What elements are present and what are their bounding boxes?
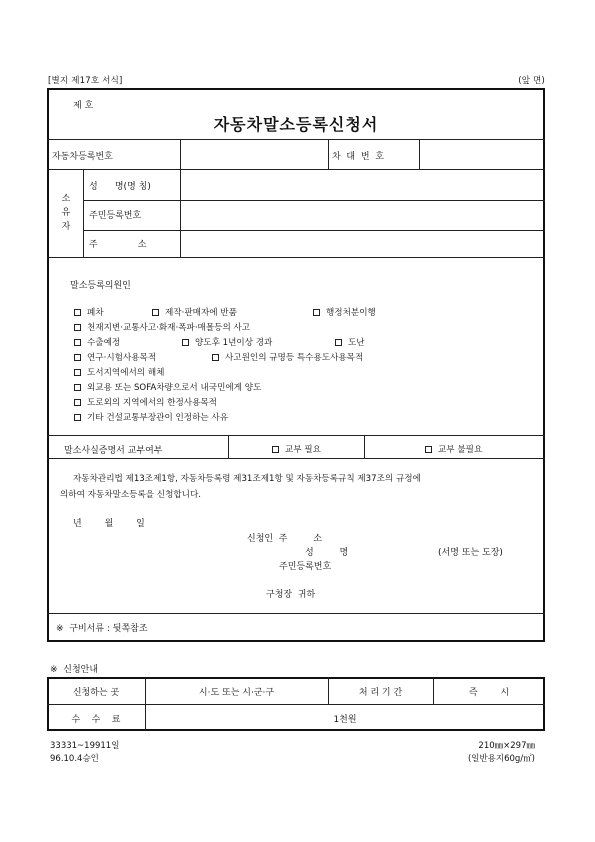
reason-offroad[interactable]: 도로외의 지역에서의 한정사용목적 (74, 396, 217, 408)
checkbox[interactable] (212, 354, 219, 361)
footer-code: 33331~19911일 (50, 741, 120, 751)
reason-accident[interactable]: 천재지변·교통사고·화재·폭파·매몰등의 사고 (74, 321, 250, 333)
checkbox[interactable] (74, 384, 81, 391)
reason-research[interactable]: 연구·시험사용목적 (74, 351, 156, 363)
divider (364, 435, 365, 458)
cert-not-required-option[interactable]: 교부 불필요 (425, 443, 482, 455)
date-label: 년 월 일 (73, 519, 145, 529)
checkbox[interactable] (74, 354, 81, 361)
divider (47, 704, 545, 705)
reason-special-use[interactable]: 사고원인의 규명등 특수용도사용목적 (212, 351, 363, 363)
footer-paper-type: (일반용지60g/㎡) (467, 754, 535, 764)
chassis-no-field[interactable] (421, 141, 543, 167)
address-label: 주 소 (89, 240, 147, 250)
footer-paper-size: 210㎜×297㎜ (478, 741, 535, 751)
reasons-heading: 말소등록의원인 (70, 281, 131, 291)
cert-label: 말소사실증명서 교부여부 (64, 446, 163, 456)
divider (328, 139, 329, 169)
car-reg-no-label: 자동차등록번호 (52, 152, 113, 162)
divider (47, 139, 545, 140)
checkbox[interactable] (335, 339, 342, 346)
checkbox[interactable] (74, 339, 81, 346)
checkbox[interactable] (74, 324, 81, 331)
owner-name-label: 성 명(명 칭) (89, 182, 151, 192)
recipient-label: 구청장 귀하 (266, 590, 316, 600)
divider (47, 169, 545, 170)
divider (47, 257, 545, 258)
document-number-label: 제 호 (73, 101, 94, 111)
reason-island[interactable]: 도서지역에서의 해체 (74, 366, 164, 378)
cert-required-option[interactable]: 교부 필요 (272, 443, 321, 455)
divider (83, 230, 545, 231)
reason-sofa[interactable]: 외교용 또는 SOFA차량으로서 내국민에게 양도 (74, 381, 261, 393)
checkbox[interactable] (272, 446, 279, 453)
checkbox[interactable] (74, 414, 81, 421)
checkbox[interactable] (74, 309, 81, 316)
reason-return[interactable]: 제작·판매자에 반품 (152, 306, 237, 318)
reason-scrap[interactable]: 폐차 (74, 306, 104, 318)
checkbox[interactable] (74, 369, 81, 376)
divider (83, 200, 545, 201)
checkbox[interactable] (425, 446, 432, 453)
applicant-resident-no-label: 주민등록번호 (279, 562, 332, 572)
checkbox[interactable] (313, 309, 320, 316)
page-side-label: (앞 면) (518, 76, 545, 86)
guide-title: ※ 신청안내 (50, 665, 99, 675)
guide-location-label: 신청하는 곳 (72, 688, 120, 698)
divider (47, 613, 545, 614)
statement-line-2: 의하여 자동차말소등록을 신청합니다. (60, 490, 202, 500)
guide-period-label: 처 리 기 간 (358, 688, 403, 698)
address-field[interactable] (182, 232, 543, 256)
checkbox[interactable] (182, 339, 189, 346)
reason-theft[interactable]: 도난 (335, 336, 365, 348)
resident-no-field[interactable] (182, 202, 543, 228)
checkbox[interactable] (74, 399, 81, 406)
divider (47, 435, 545, 436)
reason-export[interactable]: 수출예정 (74, 336, 120, 348)
divider (419, 139, 420, 169)
guide-period-value: 즉 시 (468, 688, 510, 698)
required-documents-note: ※ 구비서류 : 뒷쪽참조 (56, 624, 148, 634)
resident-no-label: 주민등록번호 (89, 211, 142, 221)
checkbox[interactable] (152, 309, 159, 316)
reason-other[interactable]: 기타 건설교통부장관이 인정하는 사유 (74, 411, 228, 423)
footer-approval: 96.10.4승인 (50, 754, 99, 764)
applicant-address-label: 신청인 주 소 (247, 534, 322, 544)
divider (180, 169, 181, 257)
owner-name-field[interactable] (182, 171, 543, 198)
car-reg-no-field[interactable] (182, 141, 327, 167)
reason-admin[interactable]: 행정처분이행 (313, 306, 376, 318)
owner-label: 소 유 자 (61, 194, 71, 232)
applicant-name-label: 성 명 (305, 548, 349, 558)
signature-label: (서명 또는 도장) (438, 548, 503, 558)
divider (83, 169, 84, 257)
divider (228, 435, 229, 458)
guide-location-value: 시·도 또는 시·군·구 (198, 688, 275, 698)
chassis-no-label: 차 대 번 호 (332, 152, 384, 162)
statement-line-1: 자동차관리법 제13조제1항, 자동차등록령 제31조제1항 및 자동차등록규칙 제37조의 규정에 (73, 474, 421, 484)
form-number-label: [별지 제17호 서식] (48, 76, 123, 86)
reason-transfer-1yr[interactable]: 양도후 1년이상 경과 (182, 336, 272, 348)
form-title: 자동차말소등록신청서 (213, 115, 379, 134)
guide-fee-label: 수 수 료 (71, 715, 121, 725)
divider (180, 139, 181, 169)
guide-fee-value: 1천원 (333, 715, 357, 725)
divider (47, 458, 545, 459)
